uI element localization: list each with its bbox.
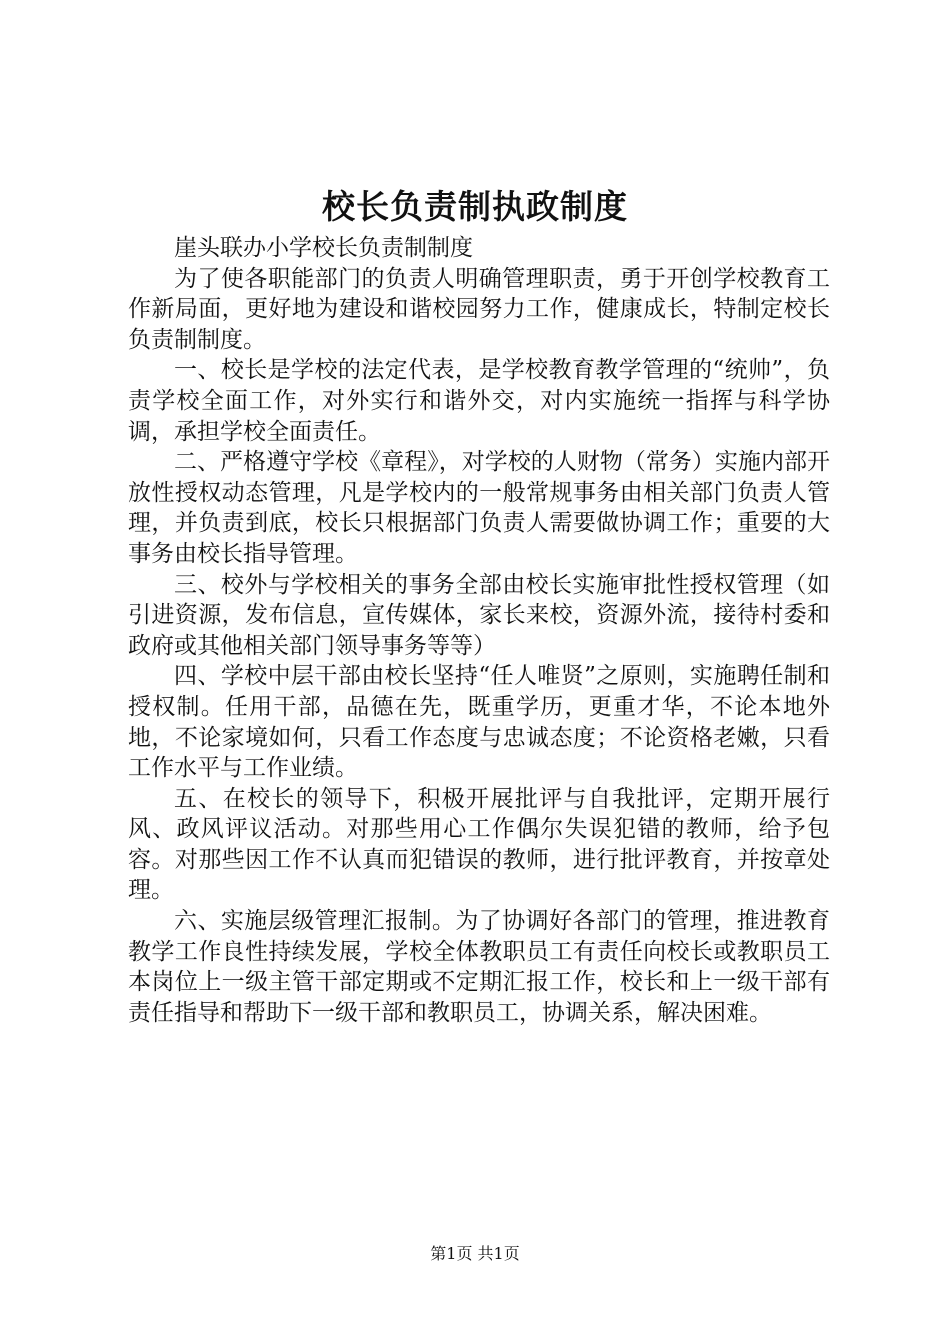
- document-title: 校长负责制执政制度: [322, 187, 628, 226]
- page-number-footer: 第1页 共1页: [430, 1244, 520, 1263]
- clause-6-paragraph: 六、实施层级管理汇报制。为了协调好各部门的管理，推进教育教学工作良性持续发展，学校全体教职员工有责任向校长或教职员工本岗位上一级主管干部定期或不定期汇报工作，校长和上一级干部有责任指导和帮助下一级干部和教职员工，协调关系，解决困难。: [128, 908, 830, 1026]
- intro-paragraph: 为了使各职能部门的负责人明确管理职责，勇于开创学校教育工作新局面，更好地为建设和谐校园努力工作，健康成长，特制定校长负责制制度。: [128, 265, 830, 353]
- clause-2-paragraph: 二、严格遵守学校《章程》，对学校的人财物（常务）实施内部开放性授权动态管理，凡是学校内的一般常规事务由相关部门负责人管理，并负责到底，校长只根据部门负责人需要做协调工作；重要的大事务由校长指导管理。: [128, 449, 830, 567]
- clause-3-paragraph: 三、校外与学校相关的事务全部由校长实施审批性授权管理（如引进资源，发布信息，宣传媒体，家长来校，资源外流，接待村委和政府或其他相关部门领导事务等等）: [128, 571, 830, 659]
- clause-5-paragraph: 五、在校长的领导下，积极开展批评与自我批评，定期开展行风、政风评议活动。对那些用心工作偶尔失误犯错的教师，给予包容。对那些因工作不认真而犯错误的教师，进行批评教育，并按章处理。: [128, 785, 830, 904]
- document-body: [128, 233, 830, 1028]
- clause-1-paragraph: 一、校长是学校的法定代表，是学校教育教学管理的“统帅”，负责学校全面工作，对外实行和谐外交，对内实施统一指挥与科学协调，承担学校全面责任。: [128, 357, 830, 445]
- subtitle-paragraph: 崖头联办小学校长负责制制度: [174, 235, 473, 261]
- clause-4-paragraph: 四、学校中层干部由校长坚持“任人唯贤”之原则，实施聘任制和授权制。任用干部，品德在先，既重学历，更重才华，不论本地外地，不论家境如何，只看工作态度与忠诚态度；不论资格老嫩，只看工作水平与工作业绩。: [128, 663, 830, 782]
